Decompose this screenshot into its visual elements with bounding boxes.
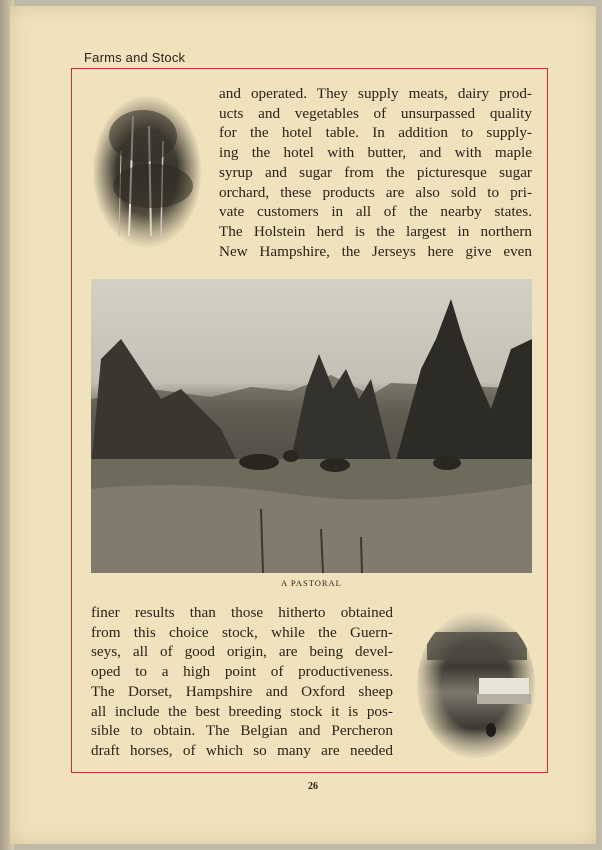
text-line: for the hotel table. In addition to supply- bbox=[219, 124, 532, 142]
text-line: syrup and sugar from the picturesque sugar bbox=[219, 163, 532, 181]
running-head: Farms and Stock bbox=[84, 50, 186, 65]
text-line: ing the hotel with butter, and with maple bbox=[219, 144, 532, 162]
pastoral-photo bbox=[91, 279, 532, 573]
birch-trees-illustration bbox=[93, 96, 201, 248]
text-line: New Hampshire, the Jerseys here give even bbox=[219, 242, 532, 260]
text-line: vate customers in all of the nearby states. bbox=[219, 203, 532, 221]
page-number: 26 bbox=[308, 781, 318, 792]
text-line: draft horses, of which so many are needed bbox=[91, 741, 393, 759]
birch-trees-vignette bbox=[93, 96, 201, 248]
lake-boat-vignette bbox=[417, 612, 535, 758]
text-line: seys, all of good origin, are being devel- bbox=[91, 643, 393, 661]
body-text-top bbox=[219, 84, 532, 261]
body-text-bottom bbox=[91, 603, 393, 761]
text-line: The Dorset, Hampshire and Oxford sheep bbox=[91, 682, 393, 700]
text-line: finer results than those hitherto obtained bbox=[91, 604, 393, 621]
text-line: oped to a high point of productiveness. bbox=[91, 663, 393, 681]
text-line: orchard, these products are also sold to pri- bbox=[219, 183, 532, 201]
text-line: all include the best breeding stock it is pos- bbox=[91, 702, 393, 720]
text-line: The Holstein herd is the largest in northern bbox=[219, 222, 532, 240]
photo-caption: A PASTORAL bbox=[281, 578, 342, 588]
pastoral-illustration bbox=[91, 279, 532, 573]
text-line: from this choice stock, while the Guern- bbox=[91, 623, 393, 641]
text-line: sible to obtain. The Belgian and Percheron bbox=[91, 722, 393, 740]
text-line: ucts and vegetables of unsurpassed quality bbox=[219, 104, 532, 122]
lake-boat-illustration bbox=[417, 612, 535, 758]
text-line: and operated. They supply meats, dairy prod- bbox=[219, 85, 532, 102]
